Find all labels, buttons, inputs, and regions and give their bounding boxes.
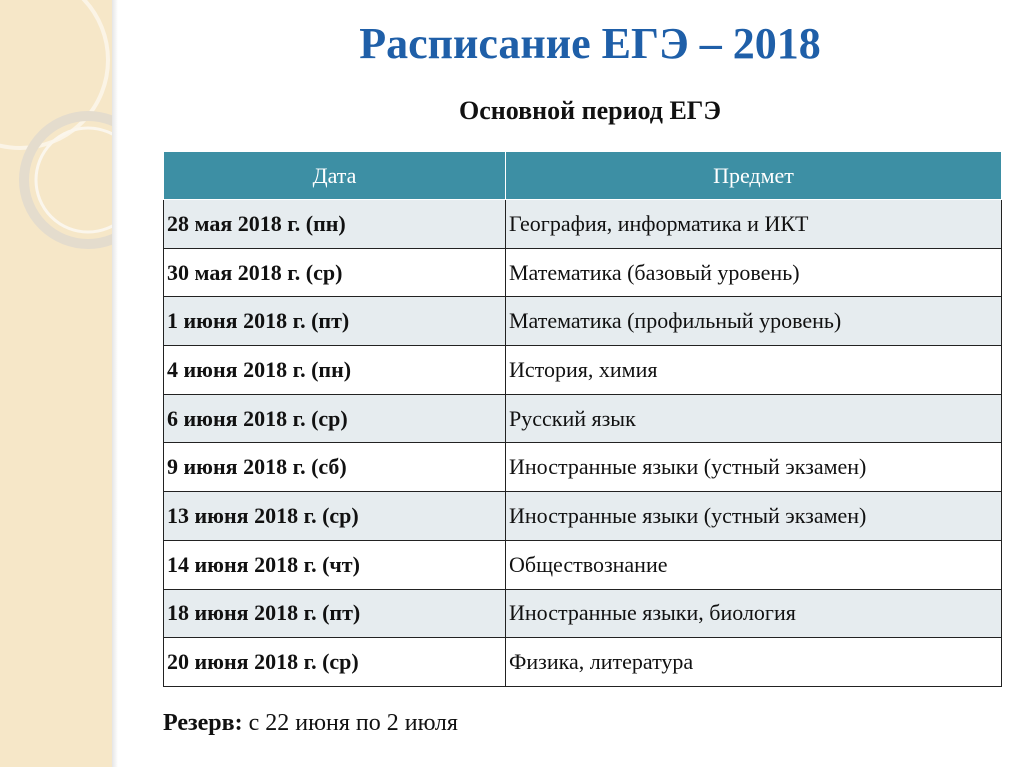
date-cell: 30 мая 2018 г. (ср) <box>164 248 506 297</box>
subject-cell: Обществознание <box>506 540 1002 589</box>
date-cell: 18 июня 2018 г. (пт) <box>164 589 506 638</box>
date-cell: 4 июня 2018 г. (пн) <box>164 346 506 395</box>
side-panel-shadow <box>112 0 118 767</box>
table-row <box>164 589 1002 638</box>
table-row <box>164 492 1002 541</box>
schedule-table <box>163 151 1002 687</box>
date-cell: 6 июня 2018 г. (ср) <box>164 394 506 443</box>
date-cell: 13 июня 2018 г. (ср) <box>164 492 506 541</box>
subject-cell: Математика (базовый уровень) <box>506 248 1002 297</box>
subject-cell: География, информатика и ИКТ <box>506 200 1002 249</box>
subject-cell: Иностранные языки (устный экзамен) <box>506 443 1002 492</box>
subject-cell: Иностранные языки, биология <box>506 589 1002 638</box>
date-cell: 14 июня 2018 г. (чт) <box>164 540 506 589</box>
subject-cell: Иностранные языки (устный экзамен) <box>506 492 1002 541</box>
table-row <box>164 394 1002 443</box>
page-title: Расписание ЕГЭ – 2018 <box>359 19 821 68</box>
subject-cell: Физика, литература <box>506 638 1002 687</box>
table-row <box>164 200 1002 249</box>
column-header-date: Дата <box>164 152 506 200</box>
table-row <box>164 297 1002 346</box>
subject-cell: История, химия <box>506 346 1002 395</box>
page-subtitle: Основной период ЕГЭ <box>459 96 721 125</box>
date-cell: 20 июня 2018 г. (ср) <box>164 638 506 687</box>
column-header-subject: Предмет <box>506 152 1002 200</box>
table-row <box>164 540 1002 589</box>
date-cell: 1 июня 2018 г. (пт) <box>164 297 506 346</box>
table-row <box>164 638 1002 687</box>
decorative-circles <box>0 0 112 767</box>
table-row <box>164 443 1002 492</box>
date-cell: 9 июня 2018 г. (сб) <box>164 443 506 492</box>
subject-cell: Математика (профильный уровень) <box>506 297 1002 346</box>
date-cell: 28 мая 2018 г. (пн) <box>164 200 506 249</box>
reserve-label: Резерв: <box>163 710 243 736</box>
subject-cell: Русский язык <box>506 394 1002 443</box>
reserve-note <box>163 710 458 737</box>
table-row <box>164 346 1002 395</box>
reserve-dates: с 22 июня по 2 июля <box>242 710 458 736</box>
table-row <box>164 248 1002 297</box>
decorative-side-panel <box>0 0 112 767</box>
table-header-row <box>164 152 1002 200</box>
